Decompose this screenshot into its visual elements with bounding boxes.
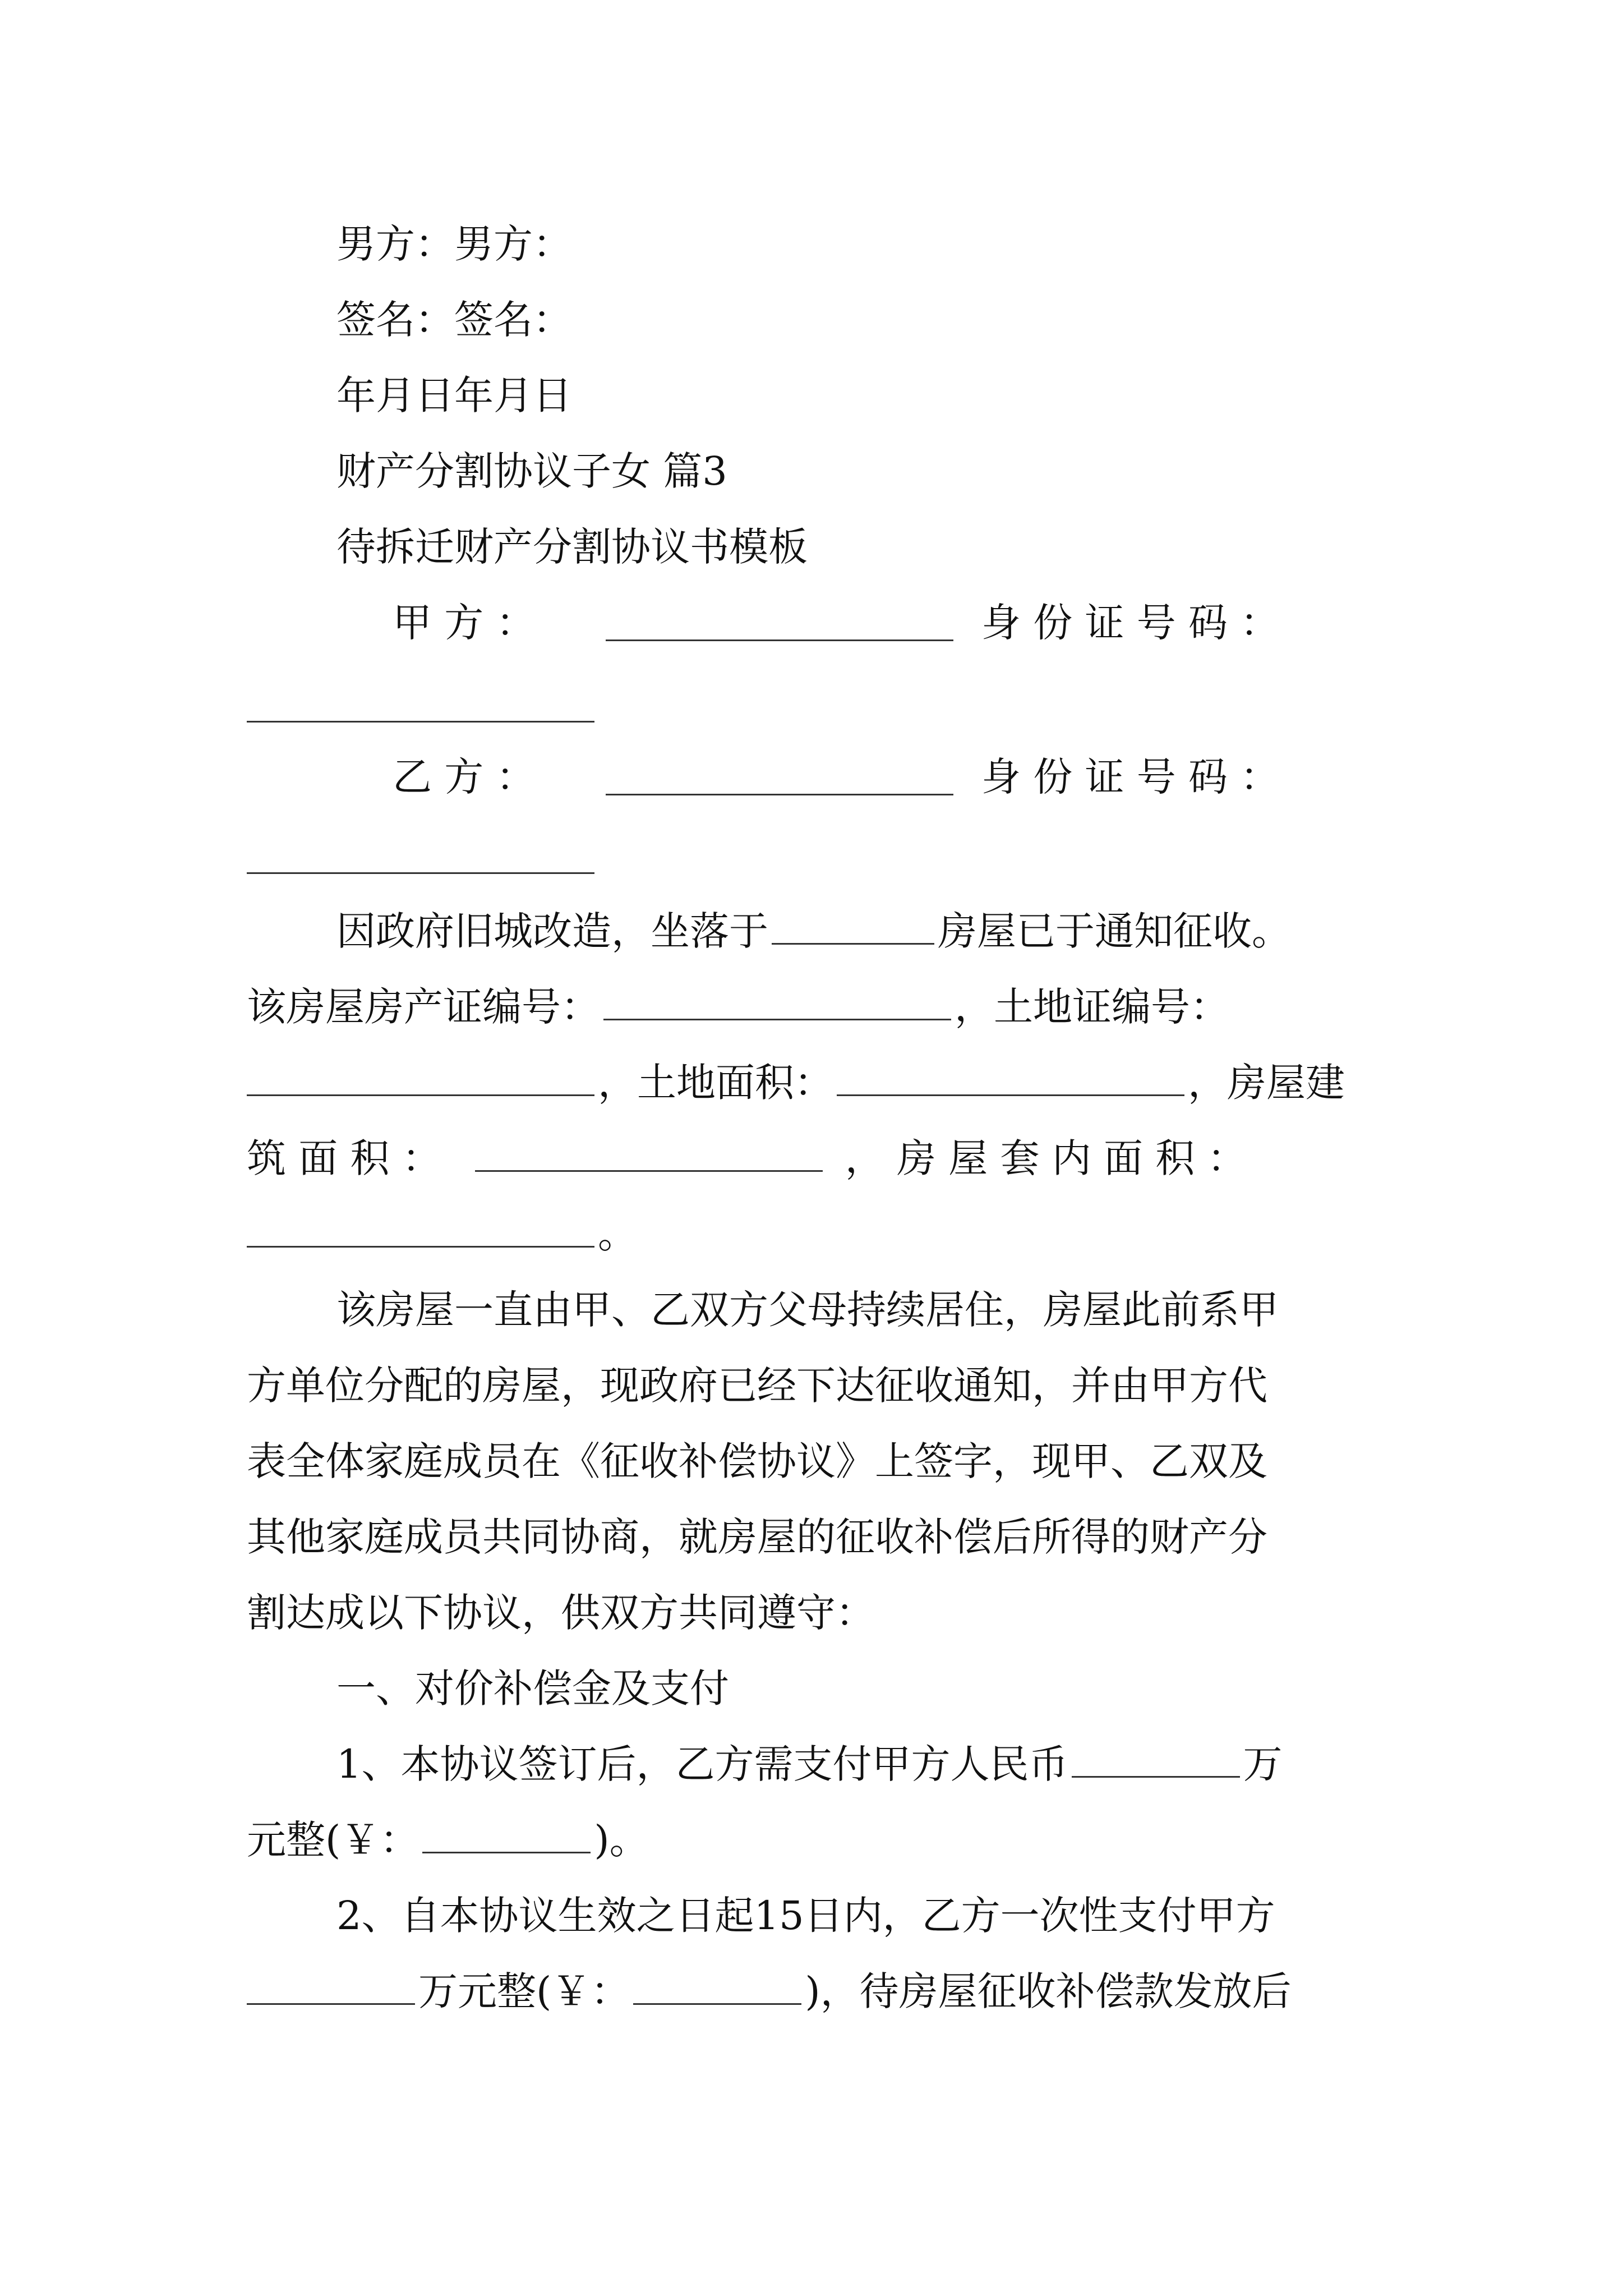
text-span: 因政府旧城改造，坐落于 [336, 908, 768, 954]
party-a-id-label: 身 份 证 号 码 ： [981, 600, 1280, 646]
paragraph-line [247, 1130, 1247, 1186]
land-area-blank [837, 1061, 1184, 1096]
paragraph-line: 方单位分配的房屋，现政府已经下达征收通知，并由甲方代 [247, 1363, 1267, 1409]
payment-amount-blank [247, 1970, 415, 2005]
clause-line [247, 1963, 1292, 2019]
party-b-id-blank [247, 872, 594, 874]
signature-date-line: 年月日年月日 [336, 372, 572, 418]
text-span: 元整(￥： [247, 1817, 419, 1863]
text-span: )。 [594, 1817, 649, 1863]
paragraph-line [336, 903, 1291, 959]
text-span: 该房屋房产证编号： [247, 984, 600, 1030]
text-span: ，土地证编号： [955, 984, 1229, 1030]
section-heading: 财产分割协议子女 篇3 [336, 448, 727, 494]
party-a-id-blank [247, 721, 594, 723]
party-b-id-label: 身 份 证 号 码 ： [981, 754, 1280, 800]
amount-figure-blank [422, 1818, 591, 1853]
paragraph-line: 割达成以下协议，供双方共同遵守： [247, 1590, 875, 1636]
paragraph-line [247, 1206, 637, 1262]
clause-line [247, 1812, 649, 1868]
clause-line: 2、自本协议生效之日起15日内，乙方一次性支付甲方 [336, 1893, 1275, 1939]
signature-sign-line: 签名：签名： [336, 297, 572, 343]
text-span: 万 [1243, 1741, 1283, 1787]
inner-area-blank [247, 1212, 594, 1248]
document-title: 待拆迁财产分割协议书模板 [336, 524, 808, 570]
paragraph-line [247, 1055, 1345, 1111]
text-span: ， 房 屋 套 内 面 积 ： [845, 1135, 1247, 1181]
amount-blank [1072, 1742, 1240, 1778]
paragraph-line [247, 979, 1229, 1035]
paragraph-line: 该房屋一直由甲、乙双方父母持续居住，房屋此前系甲 [336, 1287, 1279, 1333]
text-span: 。 [598, 1211, 637, 1257]
paragraph-line: 表全体家庭成员在《征收补偿协议》上签字，现甲、乙双及 [247, 1438, 1267, 1484]
building-area-blank [475, 1137, 823, 1172]
paragraph-line: 其他家庭成员共同协商，就房屋的征收补偿后所得的财产分 [247, 1514, 1267, 1560]
text-span: ，土地面积： [598, 1060, 833, 1106]
clause-line [336, 1736, 1283, 1792]
text-span: 1、本协议签订后，乙方需支付甲方人民币 [336, 1741, 1068, 1787]
property-cert-blank [603, 985, 951, 1020]
text-span: 房屋已于通知征收。 [938, 908, 1291, 954]
party-a-name-blank [606, 639, 953, 641]
party-b-name-blank [606, 794, 953, 795]
party-a-label: 甲 方 ： [393, 600, 536, 646]
text-span: 筑 面 积 ： [247, 1135, 441, 1181]
text-span: )，待房屋征收补偿款发放后 [805, 1968, 1292, 2014]
land-cert-blank [247, 1061, 594, 1096]
party-b-label: 乙 方 ： [393, 754, 536, 800]
text-span: 万元整(￥： [418, 1968, 630, 2014]
text-span: ，房屋建 [1188, 1060, 1345, 1106]
section-title: 一、对价补偿金及支付 [336, 1665, 729, 1711]
signature-male-line: 男方：男方： [336, 221, 572, 267]
payment-figure-blank [633, 1970, 801, 2005]
location-blank [772, 909, 934, 945]
